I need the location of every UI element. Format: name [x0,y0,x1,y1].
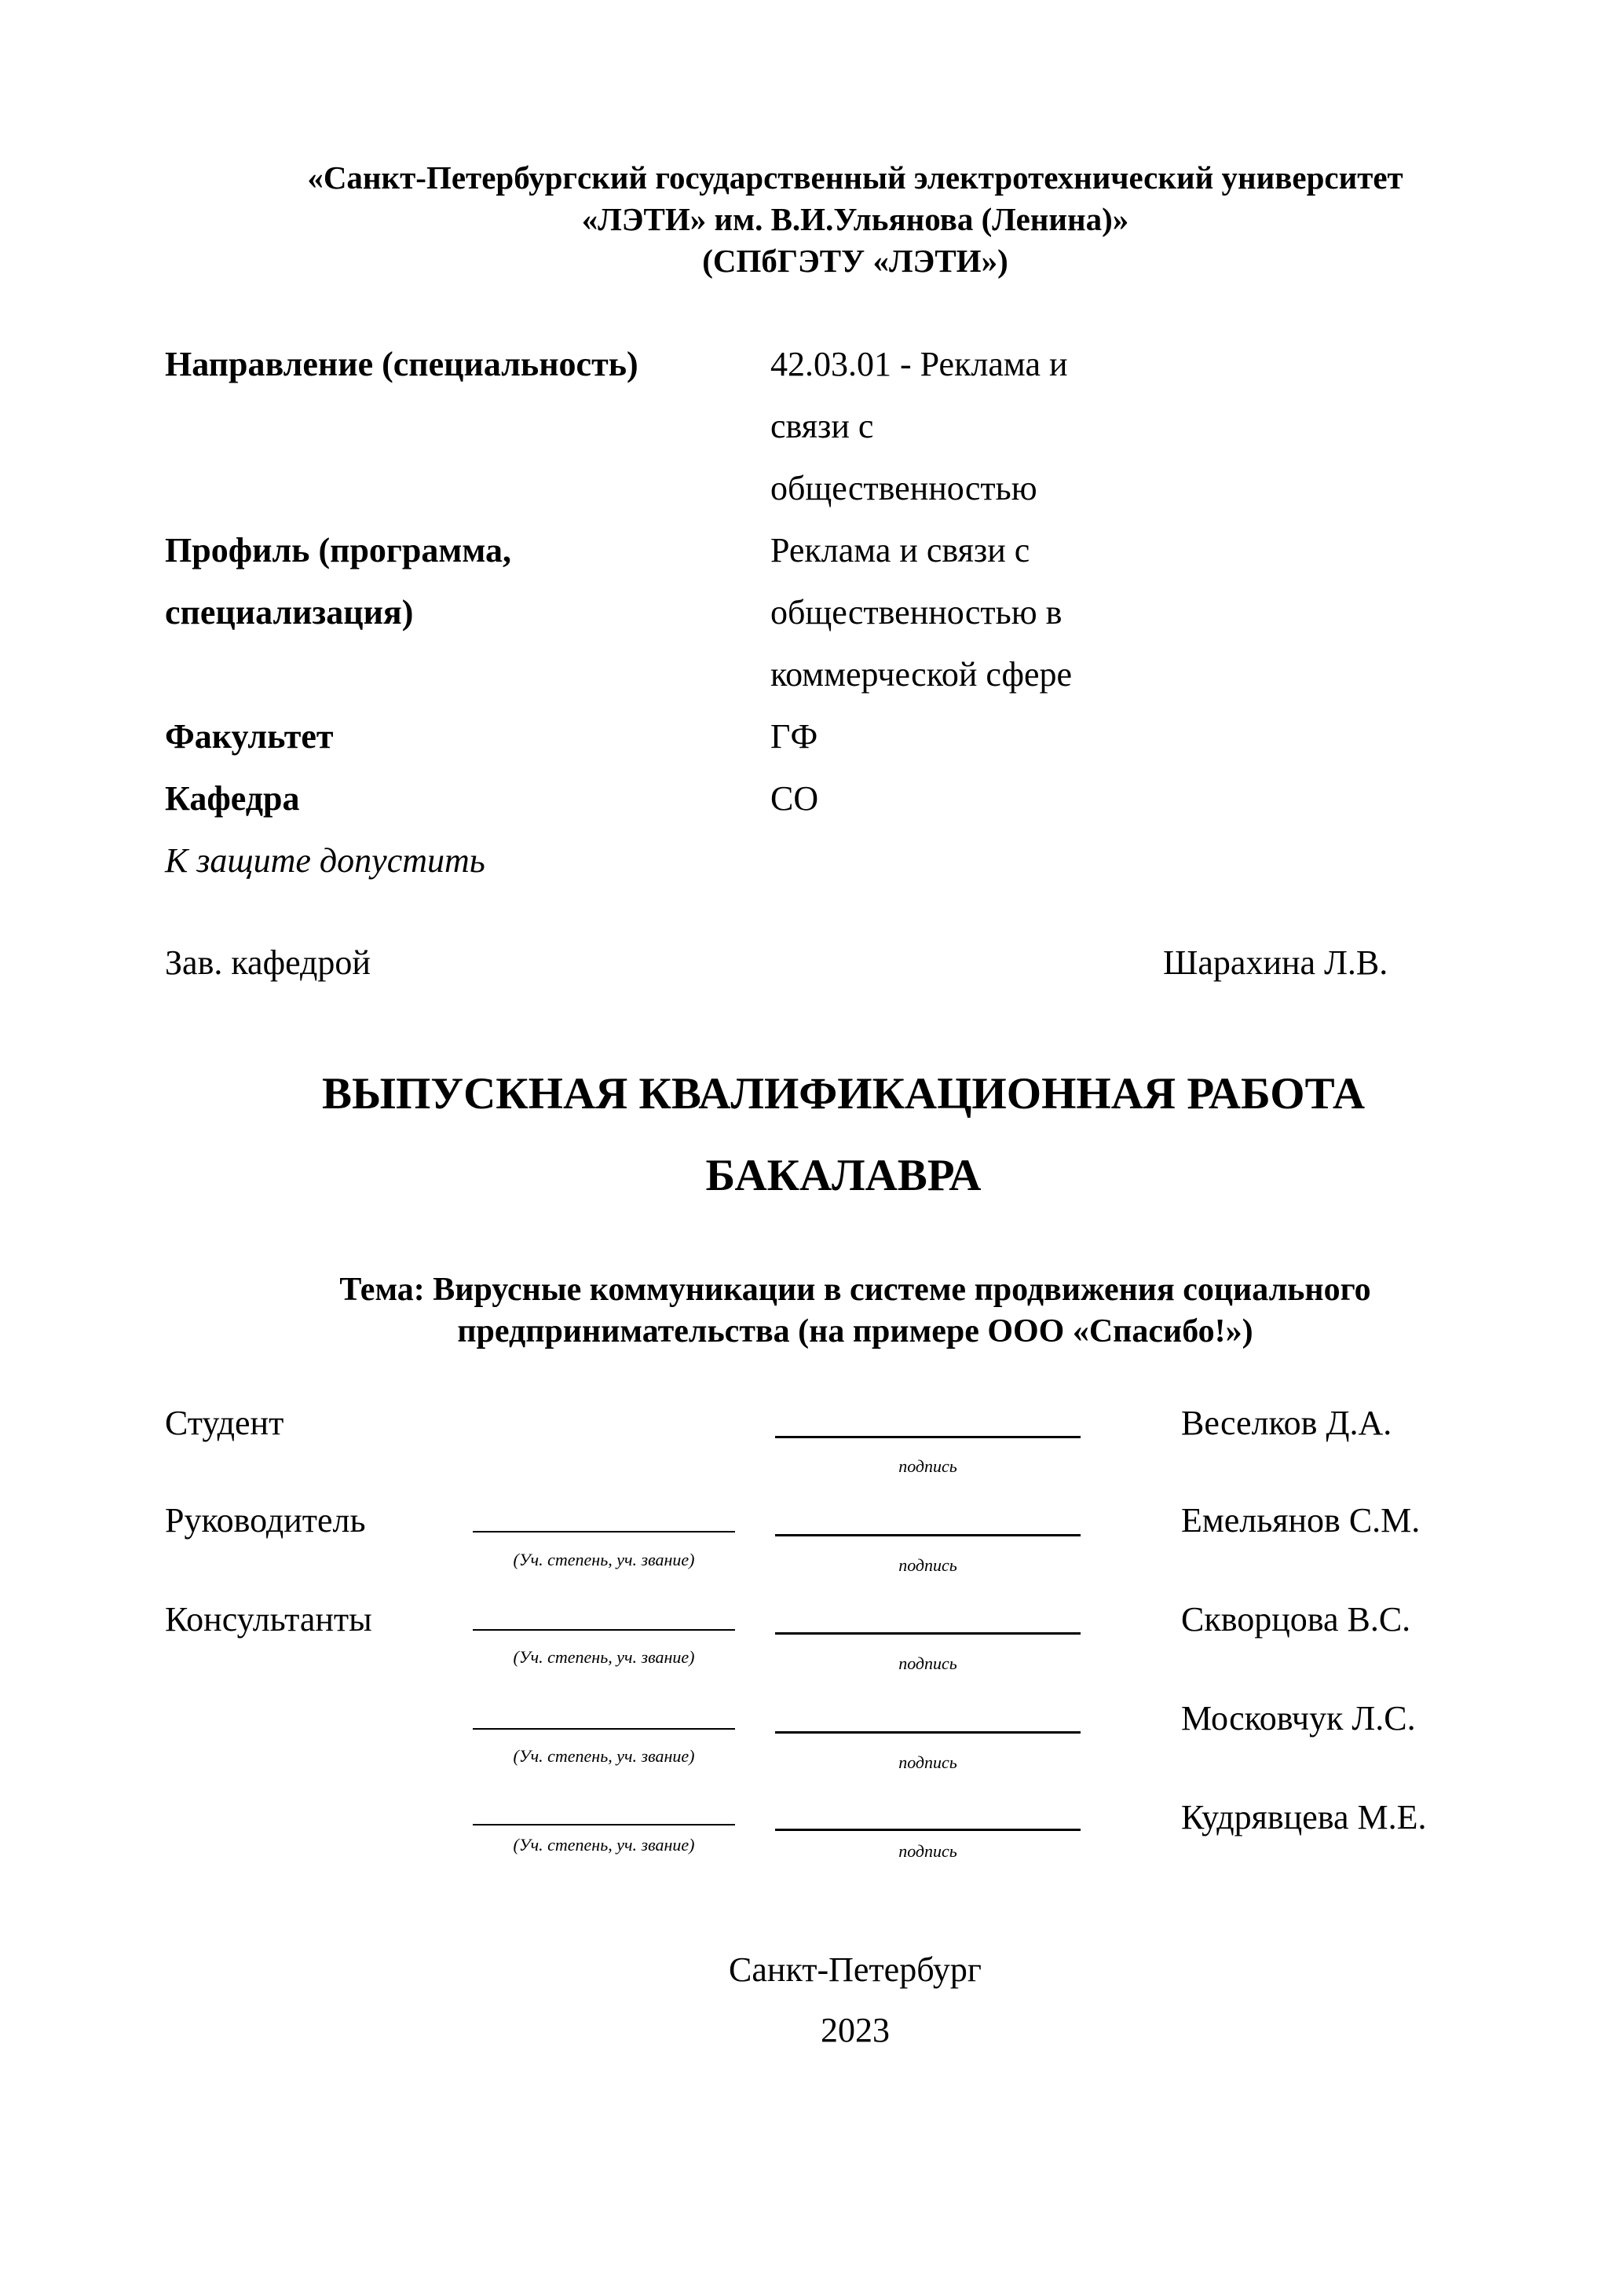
person-name: Веселков Д.А. [1181,1404,1392,1442]
head-of-department-name: Шарахина Л.В. [1163,943,1388,982]
signature-line [775,1632,1081,1635]
direction-value-line-3: общественностью [770,469,1037,507]
profile-value-line-2: общественностью в [770,593,1063,632]
academic-title-caption: (Уч. степень, уч. звание) [513,1647,695,1667]
person-name: Московчук Л.С. [1181,1699,1416,1738]
profile-value-line-1: Реклама и связи с [770,531,1030,569]
signature-caption: подпись [898,1456,957,1476]
university-name-line-2: «ЛЭТИ» им. В.И.Ульянова (Ленина)» [581,201,1129,237]
city: Санкт-Петербург [729,1950,982,1989]
person-name: Кудрявцева М.Е. [1181,1798,1427,1836]
theme-line-2: предпринимательства (на примере ООО «Спасибо!») [457,1313,1253,1349]
admission-text: К защите допустить [165,841,485,880]
faculty-value: ГФ [770,717,818,756]
signature-line [775,1731,1081,1734]
signature-line [775,1829,1081,1831]
academic-title-line [473,1629,735,1631]
academic-title-caption: (Уч. степень, уч. звание) [513,1835,695,1855]
university-abbreviation: (СПбГЭТУ «ЛЭТИ») [702,243,1008,279]
academic-title-caption: (Уч. степень, уч. звание) [513,1550,695,1569]
direction-value-line-1: 42.03.01 - Реклама и [770,345,1068,383]
department-value: СО [770,779,819,818]
person-name: Емельянов С.М. [1181,1501,1421,1540]
signature-caption: подпись [898,1653,957,1673]
academic-title-line [473,1824,735,1825]
department-label: Кафедра [165,779,300,818]
profile-value-line-3: коммерческой сфере [770,655,1073,694]
signature-caption: подпись [898,1555,957,1575]
university-name-line-1: «Санкт-Петербургский государственный электротехнический университет [307,159,1403,196]
theme-line-1: Тема: Вирусные коммуникации в системе продвижения социального [339,1272,1371,1308]
direction-value-line-2: связи с [770,407,874,445]
profile-label-line-1: Профиль (программа, [165,531,512,569]
signature-line [775,1534,1081,1536]
direction-label: Направление (специальность) [165,345,638,383]
profile-label-line-2: специализация) [165,593,414,632]
signature-caption: подпись [898,1752,957,1772]
role-label: Консультанты [165,1600,372,1639]
role-label: Руководитель [165,1501,366,1540]
person-name: Скворцова В.С. [1181,1600,1411,1639]
academic-title-line [473,1531,735,1532]
document-title-line-1: ВЫПУСКНАЯ КВАЛИФИКАЦИОННАЯ РАБОТА [321,1069,1365,1119]
faculty-label: Факультет [165,717,334,756]
academic-title-line [473,1728,735,1730]
signature-line [775,1436,1081,1438]
role-label: Студент [165,1404,284,1442]
head-of-department-label: Зав. кафедрой [165,943,371,982]
document-title-line-2: БАКАЛАВРА [705,1151,982,1200]
year: 2023 [821,2011,890,2049]
academic-title-caption: (Уч. степень, уч. звание) [513,1746,695,1766]
signature-caption: подпись [898,1841,957,1861]
